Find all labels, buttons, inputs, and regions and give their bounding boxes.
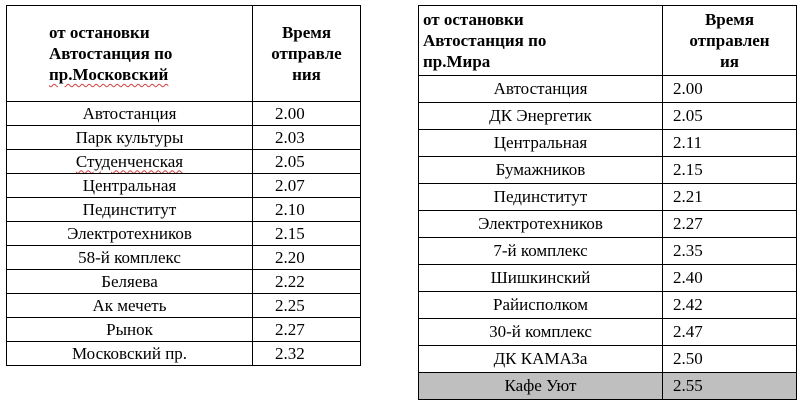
time-cell: 2.27 <box>663 211 797 238</box>
time-cell: 2.03 <box>253 126 361 150</box>
table-row <box>7 150 361 174</box>
table-row-highlighted <box>419 373 797 400</box>
stop-cell: ДК Энергетик <box>419 103 663 130</box>
table-row <box>419 238 797 265</box>
stop-cell: Автостанция <box>7 102 253 126</box>
stop-cell: ДК КАМАЗа <box>419 346 663 373</box>
schedule-table-mira <box>418 5 797 400</box>
time-cell: 2.15 <box>253 222 361 246</box>
table-row <box>419 103 797 130</box>
stop-cell: Пединститут <box>7 198 253 222</box>
table-header-row <box>419 6 797 76</box>
stop-cell: Кафе Уют <box>419 373 663 400</box>
table-row <box>7 102 361 126</box>
table-row <box>7 294 361 318</box>
stop-cell: Центральная <box>419 130 663 157</box>
stop-cell: Электротехников <box>7 222 253 246</box>
table-row <box>7 126 361 150</box>
stop-column-header: от остановки Автостанция по пр.Мира <box>419 6 663 76</box>
stop-cell: Пединститут <box>419 184 663 211</box>
table-row <box>7 246 361 270</box>
time-cell: 2.50 <box>663 346 797 373</box>
time-cell: 2.07 <box>253 174 361 198</box>
stop-cell: Бумажников <box>419 157 663 184</box>
time-cell: 2.22 <box>253 270 361 294</box>
stop-cell: Беляева <box>7 270 253 294</box>
time-cell: 2.00 <box>663 76 797 103</box>
time-cell: 2.32 <box>253 342 361 366</box>
table-row <box>7 198 361 222</box>
table-row <box>419 157 797 184</box>
stop-cell: Рынок <box>7 318 253 342</box>
table-row <box>419 76 797 103</box>
stop-cell: Студенченская <box>7 150 253 174</box>
time-cell: 2.35 <box>663 238 797 265</box>
stop-cell: Московский пр. <box>7 342 253 366</box>
time-cell: 2.21 <box>663 184 797 211</box>
stop-cell: Автостанция <box>419 76 663 103</box>
time-column-header: Время отправле ния <box>253 6 361 102</box>
table-row <box>419 292 797 319</box>
time-column-header: Время отправлен ия <box>663 6 797 76</box>
table-row <box>7 174 361 198</box>
stop-cell: 7-й комплекс <box>419 238 663 265</box>
table-row <box>7 318 361 342</box>
stop-cell: Парк культуры <box>7 126 253 150</box>
time-cell: 2.55 <box>663 373 797 400</box>
table-row <box>419 319 797 346</box>
time-cell: 2.47 <box>663 319 797 346</box>
time-cell: 2.11 <box>663 130 797 157</box>
table-row <box>7 342 361 366</box>
table-row <box>419 346 797 373</box>
stop-cell: Ак мечеть <box>7 294 253 318</box>
time-cell: 2.00 <box>253 102 361 126</box>
table-row <box>7 222 361 246</box>
time-cell: 2.05 <box>663 103 797 130</box>
stop-cell: 58-й комплекс <box>7 246 253 270</box>
stop-column-header: от остановки Автостанция по пр.Московский <box>7 6 253 102</box>
stop-cell: Райисполком <box>419 292 663 319</box>
time-cell: 2.10 <box>253 198 361 222</box>
table-row <box>419 130 797 157</box>
stop-cell: Шишкинский <box>419 265 663 292</box>
time-cell: 2.05 <box>253 150 361 174</box>
stop-cell: 30-й комплекс <box>419 319 663 346</box>
table-header-row <box>7 6 361 102</box>
time-cell: 2.27 <box>253 318 361 342</box>
time-cell: 2.25 <box>253 294 361 318</box>
time-cell: 2.40 <box>663 265 797 292</box>
stop-cell: Электротехников <box>419 211 663 238</box>
time-cell: 2.15 <box>663 157 797 184</box>
table-row <box>419 211 797 238</box>
time-cell: 2.20 <box>253 246 361 270</box>
table-row <box>419 265 797 292</box>
schedule-table-moskovsky <box>6 5 361 366</box>
table-row <box>7 270 361 294</box>
time-cell: 2.42 <box>663 292 797 319</box>
table-row <box>419 184 797 211</box>
stop-cell: Центральная <box>7 174 253 198</box>
